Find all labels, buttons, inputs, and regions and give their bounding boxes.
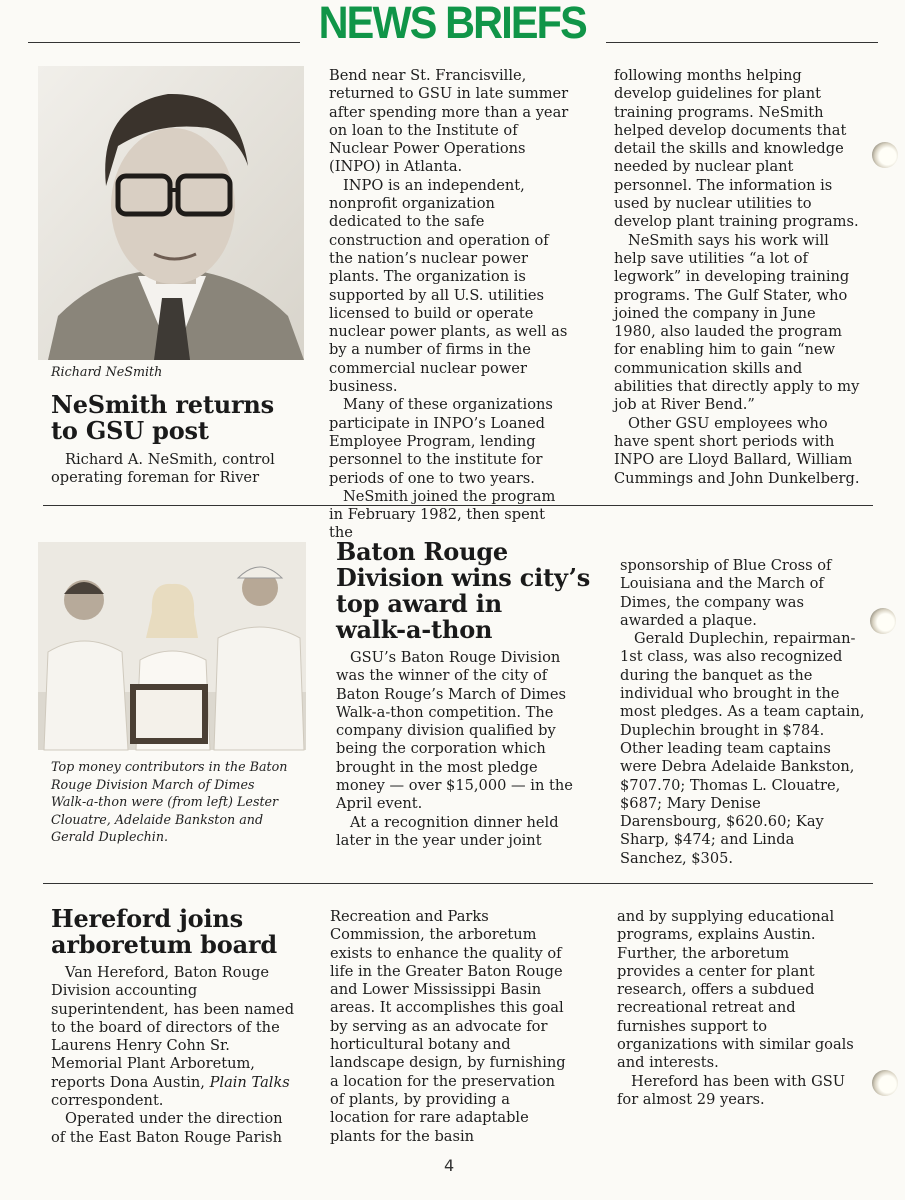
walkathon-group-photo	[38, 542, 306, 750]
headline-line: to GSU post	[51, 416, 209, 445]
paragraph: At a recognition dinner held later in the year under joint	[336, 813, 559, 849]
masthead-title: NEWS BRIEFS	[318, 0, 587, 48]
group-photo-illustration	[38, 542, 306, 750]
paragraph: INPO is an independent, nonprofit organization dedicated to the safe construction and operation of the nation’s nuclear power plants. The organization is supported by all U.S. utilities licensed to build or operate nuclear power plants, as well as by a number of firms in the commercial nuclear power business.	[329, 176, 568, 396]
binder-hole	[870, 608, 896, 634]
headline-line: arboretum board	[51, 930, 277, 959]
nesmith-photo-caption: Richard NeSmith	[51, 364, 163, 379]
paragraph: Hereford has been with GSU for almost 29 years.	[617, 1072, 846, 1108]
paragraph-text: Van Hereford, Baton Rouge Division accounting superintendent, has been named to the board of directors of the Laurens Henry Cohn Sr. Memorial Plant Arboretum, reports Dona Austin,	[51, 964, 295, 1091]
nesmith-headline	[51, 392, 311, 444]
headline-line: Baton Rouge	[336, 537, 508, 566]
walkathon-column-3	[620, 557, 865, 867]
paragraph: GSU’s Baton Rouge Division was the winner of the city of Baton Rouge’s March of Dimes Walk-a-thon competition. The company division qualified by being the corporation which brought in the most pledge money — over $15,000 — in the April event.	[336, 649, 573, 813]
nesmith-column-2	[329, 67, 569, 542]
paragraph: Gerald Duplechin, repairman-1st class, was also recognized during the banquet as the individual who brought in the most pledges. As a team captain, Duplechin brought in $784. Other leading team captains were Debra Adelaide Bankston, $707.70; Thomas L. Clouatre, $687; Mary Denise Darensbourg, $620.60; Kay Sharp, $474; and Linda Sanchez, $305.	[620, 630, 865, 867]
walkathon-column-2	[336, 649, 576, 853]
paragraph	[51, 964, 295, 1110]
paragraph: sponsorship of Blue Cross of Louisiana and the March of Dimes, the company was awarded a plaque.	[620, 557, 832, 629]
paragraph: following months helping develop guidelines for plant training programs. NeSmith helped develop documents that detail the skills and knowledge needed by nuclear plant personnel. The information is used by nuclear utilities to develop plant training programs.	[614, 67, 859, 231]
section-divider	[43, 505, 873, 506]
headline-line: walk-a-thon	[336, 615, 493, 644]
portrait-illustration	[38, 66, 304, 360]
paragraph: Recreation and Parks Commission, the arboretum exists to enhance the quality of life in the Greater Baton Rouge and Lower Mississippi Basin areas. It accomplishes this goal by serving as an advocate for horticultural botany and landscape design, by furnishing a location for the preservation of plants, by providing a location for rare adaptable plants for the basin	[330, 908, 566, 1145]
headline-line: top award in	[336, 589, 502, 618]
paragraph: Many of these organizations participate in INPO’s Loaned Employee Program, lending personnel to the institute for periods of one to two years.	[329, 396, 553, 487]
paragraph: NeSmith joined the program in February 1982, then spent the	[329, 487, 556, 542]
masthead-rule-left	[28, 42, 300, 43]
nesmith-column-3	[614, 67, 860, 489]
headline-line: Hereford joins	[51, 904, 243, 933]
paragraph: Other GSU employees who have spent short periods with INPO are Lloyd Ballard, William Cummings and John Dunkelberg.	[614, 414, 860, 487]
headline-line: NeSmith returns	[51, 390, 274, 419]
hereford-column-1	[51, 964, 295, 1146]
masthead-rule-right	[606, 42, 878, 43]
publication-name: Plain Talks	[209, 1073, 290, 1091]
headline-line: Division wins city’s	[336, 563, 591, 592]
paragraph: Bend near St. Francisville, returned to GSU in late summer after spending more than a year on loan to the Institute of Nuclear Power Operations (INPO) in Atlanta.	[329, 67, 569, 176]
binder-hole	[872, 1070, 898, 1096]
masthead	[0, 0, 905, 52]
paragraph: Operated under the direction of the East Baton Rouge Parish	[51, 1110, 283, 1146]
binder-hole	[872, 142, 898, 168]
walkathon-headline	[336, 539, 596, 643]
page-number: 4	[444, 1156, 455, 1175]
paragraph: Richard A. NeSmith, control operating foreman for River	[51, 451, 275, 487]
paragraph: NeSmith says his work will help save utilities “a lot of legwork” in developing training programs. The Gulf Stater, who joined the company in June 1980, also lauded the program for enabling him to gain “new communication skills and abilities that directly apply to my job at River Bend.”	[614, 231, 860, 414]
nesmith-portrait-photo	[38, 66, 304, 360]
paragraph-text: correspondent.	[51, 1092, 164, 1110]
nesmith-column-1	[51, 451, 291, 491]
hereford-column-3	[617, 908, 857, 1108]
paragraph: and by supplying educational programs, explains Austin. Further, the arboretum provides a center for plant research, offers a subdued recreational retreat and furnishes support to organizations with similar goals and interests.	[617, 908, 854, 1072]
hereford-column-2	[330, 908, 570, 1145]
hereford-headline	[51, 906, 311, 958]
walkathon-photo-caption: Top money contributors in the Baton Rouge Division March of Dimes Walk-a-thon were (from left) Lester Clouatre, Adelaide Bankston and Gerald Duplechin.	[51, 759, 288, 844]
section-divider	[43, 883, 873, 884]
